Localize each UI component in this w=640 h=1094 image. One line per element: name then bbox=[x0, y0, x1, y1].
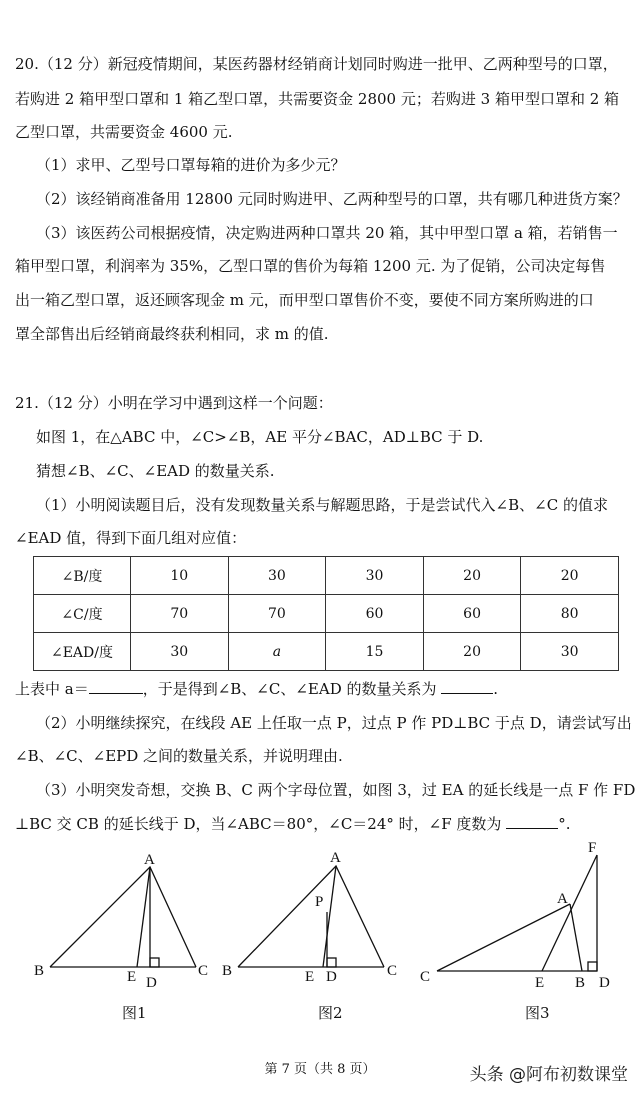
figure-3-diagram bbox=[437, 855, 597, 971]
angle-f-prompt: ⊥BC 交 CB 的延长线于 D，当∠ABC＝80°，∠C＝24° 时，∠F 度数为 bbox=[15, 815, 502, 833]
figure-1-label-d: D bbox=[146, 975, 157, 991]
table-row bbox=[34, 557, 619, 595]
angle-f-answer-blank[interactable] bbox=[506, 814, 558, 829]
table-cell: a bbox=[228, 633, 326, 671]
figure-3-label-b: B bbox=[575, 975, 586, 991]
figure-3-label-c: C bbox=[420, 969, 431, 985]
table-cell: 20 bbox=[423, 633, 521, 671]
figure-3-side-ca bbox=[437, 904, 570, 971]
q20-part-3-line-2: 箱甲型口罩，利润率为 35%，乙型口罩的售价为每箱 1200 元. 为了促销，公司决定每售 bbox=[15, 257, 606, 275]
table-cell: ∠C/度 bbox=[34, 595, 131, 633]
table-cell: 70 bbox=[228, 595, 326, 633]
q20-part-1: （1）求甲、乙型号口罩每箱的进价为多少元？ bbox=[36, 156, 346, 174]
figure-2-label-p: P bbox=[315, 894, 324, 910]
q21-figure1-statement: 如图 1，在△ABC 中，∠C>∠B，AE 平分∠BAC，AD⊥BC 于 D. bbox=[36, 428, 484, 446]
figure-2-label-b: B bbox=[222, 963, 233, 979]
table-cell: 20 bbox=[521, 557, 619, 595]
page-footer: 第 7 页（共 8 页） bbox=[264, 1062, 376, 1077]
figure-2-label-c: C bbox=[387, 963, 398, 979]
table-cell: 30 bbox=[131, 633, 229, 671]
table-row bbox=[34, 633, 619, 671]
q20-part-3-line-3: 出一箱乙型口罩，返还顾客现金 m 元，而甲型口罩售价不变，要使不同方案所购进的口 bbox=[15, 291, 594, 309]
figure-2-label-a: A bbox=[330, 850, 341, 866]
q21-part-3-line-1: （3）小明突发奇想，交换 B、C 两个字母位置，如图 3，过 EA 的延长线是一点 F 作 FD bbox=[36, 781, 636, 799]
figure-1-label-e: E bbox=[127, 969, 137, 985]
table-cell: 15 bbox=[326, 633, 424, 671]
angle-values-table bbox=[33, 556, 619, 671]
table-cell: 30 bbox=[521, 633, 619, 671]
table-cell: 70 bbox=[131, 595, 229, 633]
q20-line-3: 乙型口罩，共需要资金 4600 元. bbox=[15, 123, 233, 141]
figure-3-side-ab bbox=[570, 904, 582, 971]
table-cell: 10 bbox=[131, 557, 229, 595]
figure-3-label-e: E bbox=[535, 975, 545, 991]
q21-guess: 猜想∠B、∠C、∠EAD 的数量关系. bbox=[36, 462, 275, 480]
q20-part-3-line-4: 罩全部售出后经销商最终获利相同，求 m 的值. bbox=[15, 325, 329, 343]
followup-period: . bbox=[493, 680, 499, 698]
table-cell: 30 bbox=[326, 557, 424, 595]
table-cell: 60 bbox=[423, 595, 521, 633]
degree-suffix: °. bbox=[558, 815, 571, 833]
a-answer-blank[interactable] bbox=[89, 679, 143, 694]
q20-part-2: （2）该经销商准备用 12800 元同时购进甲、乙两种型号的口罩，共有哪几种进货方案？ bbox=[36, 190, 628, 208]
q20-line-1: 20.（12 分）新冠疫情期间，某医药器材经销商计划同时购进一批甲、乙两种型号的口罩， bbox=[15, 55, 618, 73]
figure-1-label-c: C bbox=[198, 963, 209, 979]
q20-part-3-line-1: （3）该医药公司根据疫情，决定购进两种口罩共 20 箱，其中甲型口罩 a 箱，若销售一 bbox=[36, 224, 618, 242]
table-cell: 80 bbox=[521, 595, 619, 633]
relation-prompt: ，于是得到∠B、∠C、∠EAD 的数量关系为 bbox=[142, 680, 437, 698]
relation-answer-blank[interactable] bbox=[441, 679, 493, 694]
figure-2-label-d: D bbox=[326, 969, 337, 985]
figure-3-label-f: F bbox=[588, 840, 597, 856]
q21-part-3-line-2 bbox=[15, 814, 570, 834]
figure-1-label-a: A bbox=[144, 852, 155, 868]
q21-part-2-line-1: （2）小明继续探究，在线段 AE 上任取一点 P，过点 P 作 PD⊥BC 于点 D，请尝试写出 bbox=[36, 714, 632, 732]
q20-line-2: 若购进 2 箱甲型口罩和 1 箱乙型口罩，共需要资金 2800 元；若购进 3 箱甲型口罩和 2 箱 bbox=[15, 90, 620, 108]
a-value-prompt: 上表中 a＝ bbox=[15, 680, 89, 698]
figure-1-triangle-sides bbox=[50, 867, 196, 967]
figure-1-bisector-ae bbox=[137, 867, 150, 967]
figure-2-right-angle-mark bbox=[327, 958, 336, 967]
figure-3-label-a: A bbox=[557, 891, 568, 907]
figure-1-caption: 图1 bbox=[122, 1004, 147, 1022]
figure-1-label-b: B bbox=[34, 963, 45, 979]
figure-2-diagram bbox=[238, 866, 384, 967]
table-cell: 60 bbox=[326, 595, 424, 633]
q21-table-followup bbox=[15, 679, 498, 699]
table-cell: 30 bbox=[228, 557, 326, 595]
figure-3-caption: 图3 bbox=[525, 1004, 550, 1022]
figure-1-diagram bbox=[50, 867, 196, 967]
table-cell: ∠B/度 bbox=[34, 557, 131, 595]
figure-3-label-d: D bbox=[599, 975, 610, 991]
figure-2-bisector-ae bbox=[323, 866, 336, 967]
figure-1-right-angle-mark bbox=[150, 958, 159, 967]
figure-2-caption: 图2 bbox=[318, 1004, 343, 1022]
table-cell: 20 bbox=[423, 557, 521, 595]
q21-part-1-line-2: ∠EAD 值，得到下面几组对应值： bbox=[15, 529, 247, 547]
q21-part-2-line-2: ∠B、∠C、∠EPD 之间的数量关系，并说明理由. bbox=[15, 747, 343, 765]
figure-3-right-angle-mark bbox=[588, 962, 597, 971]
figure-2-triangle-sides bbox=[238, 866, 384, 967]
figure-2-label-e: E bbox=[305, 969, 315, 985]
table-cell: ∠EAD/度 bbox=[34, 633, 131, 671]
q21-heading: 21.（12 分）小明在学习中遇到这样一个问题： bbox=[15, 394, 333, 412]
q21-part-1-line-1: （1）小明阅读题目后，没有发现数量关系与解题思路，于是尝试代入∠B、∠C 的值求 bbox=[36, 496, 608, 514]
table-row bbox=[34, 595, 619, 633]
figure-3-line-ea-extended bbox=[542, 855, 597, 971]
watermark: 头条 @阿布初数课堂 bbox=[469, 1065, 628, 1085]
